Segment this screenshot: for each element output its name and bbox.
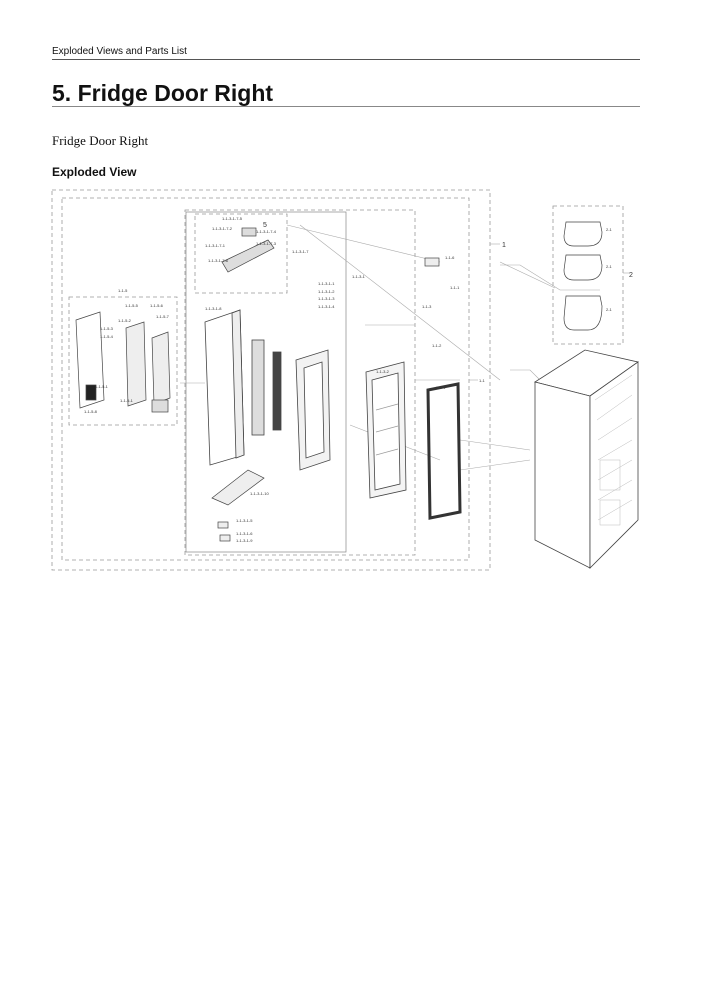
part-label: 1-1-3-1-7-5 [222,216,243,221]
part-label: 1-1-3-1-6 [236,531,253,536]
part-label: 1-1-6 [445,255,455,260]
part-label: 1-1-5-8 [84,409,97,414]
part-label: 1-1-3-1-9 [236,538,253,543]
part-label: 1-1 [479,378,485,383]
part-label: 1-1-3-1-1 [318,281,335,286]
part-label: 1-1-5-5 [125,303,138,308]
door-bins [564,222,602,330]
part-label: 1-1-3-1-5 [236,518,253,523]
part-label: 1-1-1 [450,285,460,290]
part-label: 1-1-5 [118,288,128,293]
part-label: 1-1-3 [422,304,432,309]
part-label: 1 [502,242,506,249]
part-label: 1-1-5-3 [100,326,113,331]
part-label: 1-1-2 [432,343,442,348]
hinge-bracket [222,228,274,272]
part-label: 2 [629,272,633,279]
running-header: Exploded Views and Parts List [52,46,187,57]
door-gasket [428,384,460,518]
handle-assembly [76,312,170,412]
part-label: 1-1-3-1 [352,274,365,279]
part-label: 1-1-3-2 [376,369,389,374]
part-label: 1-1-3-1-3 [318,296,335,301]
part-label: 1-1-4 [436,385,446,390]
door-liner [366,362,406,498]
door-outer-panel [205,310,330,470]
part-label: 1-1-3-1-7-2 [212,226,233,231]
part-label: 1-1-3-1-8 [205,306,222,311]
part-label: 1-1-5-1 [95,384,108,389]
top-cover [425,258,439,266]
part-label: 2-1 [606,307,612,312]
part-label: 1-1-5-2 [118,318,131,323]
part-label: 1-1-5-4 [100,334,113,339]
part-label: 1-1-3-1-7-3 [256,241,277,246]
part-label: 1-1-3-1-4 [318,304,335,309]
refrigerator-cabinet [535,350,638,568]
section-heading: Exploded View [52,165,137,179]
part-label: 1-1-3-1-7-4 [256,229,277,234]
part-label: 2-1 [606,264,612,269]
page-title: 5. Fridge Door Right [52,80,274,106]
part-label: 1-1-5-6 [150,303,163,308]
part-label: 1-1-3-1-7-6 [208,258,229,263]
part-label: 5 [263,222,267,229]
part-label: 2-1 [606,227,612,232]
page-subtitle: Fridge Door Right [52,133,149,148]
part-label: 1-1-5-7 [156,314,169,319]
part-label: 1-1-3-1-7-1 [205,243,226,248]
part-label: 1-1-5-1 [120,398,133,403]
part-label: 1-1-3-1-7 [292,249,309,254]
part-label: 1-1-3-1-2 [318,289,335,294]
part-label: 1-1-3-1-10 [250,491,269,496]
